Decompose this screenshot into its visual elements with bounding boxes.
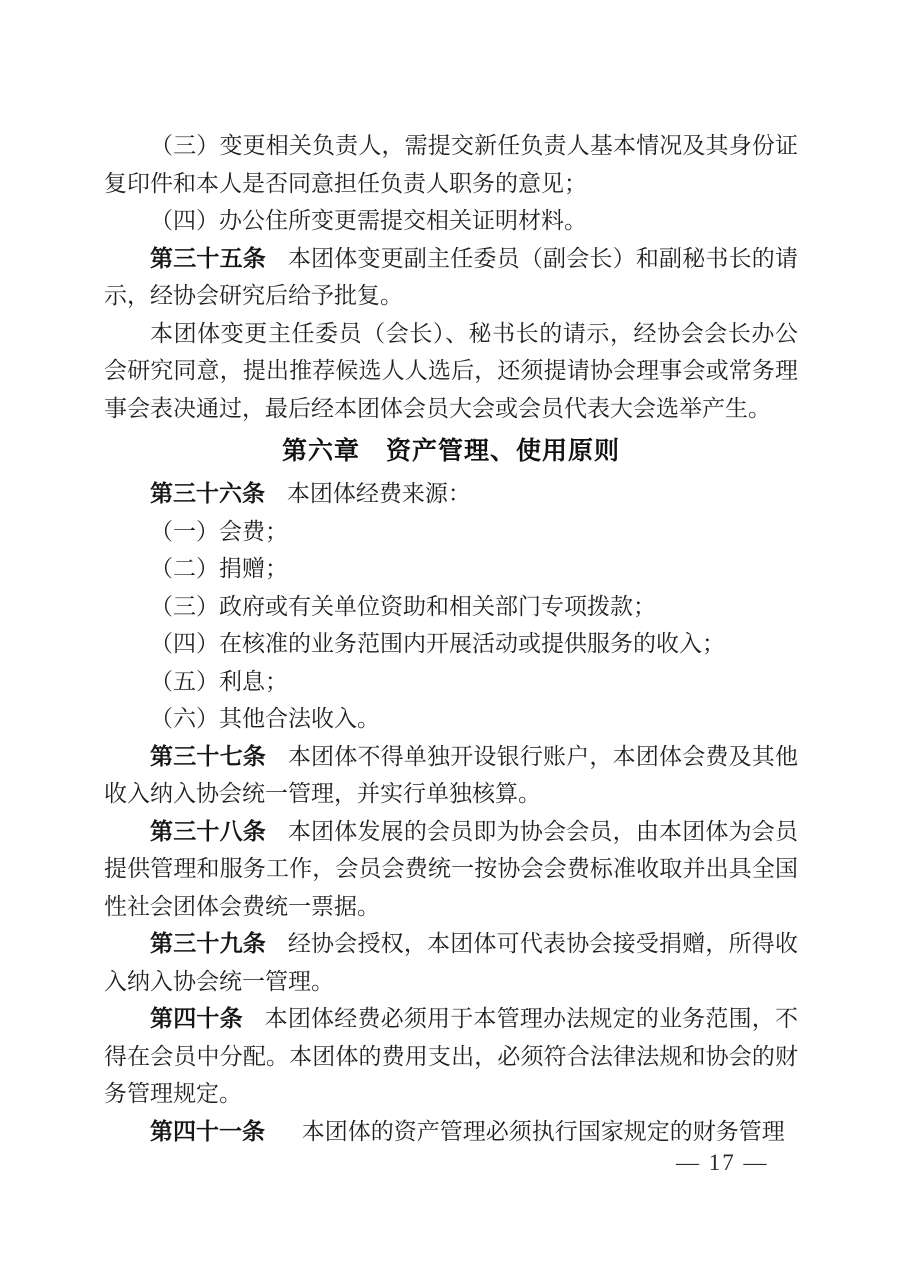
article-number: 第三十八条 xyxy=(150,818,266,844)
paragraph xyxy=(104,700,798,738)
paragraph-text: （六）其他合法收入。 xyxy=(150,706,380,731)
article-number: 第三十六条 xyxy=(150,481,265,506)
paragraph-text: 本团体的资产管理必须执行国家规定的财务管理 xyxy=(301,1118,785,1144)
paragraph xyxy=(104,1113,798,1151)
paragraph-text: （四）在核准的业务范围内开展活动或提供服务的收入； xyxy=(150,631,725,656)
paragraph-text: 本团体经费必须用于本管理办法规定的业务范围，不得在会员中分配。本团体的费用支出，必须符合法律法规和协会的财务管理规定。 xyxy=(104,1006,799,1106)
paragraph-text: （四）办公住所变更需提交相关证明材料。 xyxy=(150,208,587,233)
paragraph xyxy=(104,925,798,1000)
paragraph xyxy=(104,588,798,626)
paragraph xyxy=(104,315,798,428)
article-number: 第三十九条 xyxy=(150,931,266,956)
paragraph-text: 本团体经费来源： xyxy=(286,481,471,506)
article-number: 第三十七条 xyxy=(150,743,266,769)
paragraph xyxy=(104,625,798,663)
paragraph-text: （一）会费； xyxy=(150,518,288,544)
chapter-heading xyxy=(104,431,798,471)
paragraph-text: 本团体不得单独开设银行账户，本团体会费及其他收入纳入协会统一管理，并实行单独核算。 xyxy=(104,743,799,806)
paragraph-text: 本团体变更主任委员（会长）、秘书长的请示，经协会会长办公会研究同意，提出推荐候选人人选后，还须提请协会理事会或常务理事会表决通过，最后经本团体会员大会或会员代表大会选举产生。 xyxy=(104,320,798,421)
paragraph xyxy=(104,202,798,240)
paragraph xyxy=(104,1000,798,1113)
paragraph xyxy=(104,240,798,315)
paragraph-text: （三）政府或有关单位资助和相关部门专项拨款； xyxy=(150,593,656,619)
article-number: 第四十一条 xyxy=(150,1118,265,1144)
paragraph xyxy=(104,738,798,813)
paragraph xyxy=(104,127,798,202)
chapter-heading-text: 第六章 资产管理、使用原则 xyxy=(281,437,620,465)
article-number: 第四十条 xyxy=(150,1006,243,1031)
article-number: 第三十五条 xyxy=(150,245,266,271)
paragraph-text: 本团体发展的会员即为协会会员，由本团体为会员提供管理和服务工作，会员会费统一按协会会费标准收取并出具全国性社会团体会费统一票据。 xyxy=(104,818,799,919)
page-number: — 17 — xyxy=(676,1150,769,1175)
paragraph-text: （三）变更相关负责人，需提交新任负责人基本情况及其身份证复印件和本人是否同意担任负责人职务的意见； xyxy=(104,133,798,196)
paragraph xyxy=(104,813,798,926)
paragraph-text: 本团体变更副主任委员（副会长）和副秘书长的请示，经协会研究后给予批复。 xyxy=(104,245,799,308)
paragraph-text: 经协会授权，本团体可代表协会接受捐赠，所得收入纳入协会统一管理。 xyxy=(104,931,799,994)
paragraph-text: （五）利息； xyxy=(150,668,288,694)
paragraph xyxy=(104,663,798,701)
paragraph-text: （二）捐赠； xyxy=(150,556,288,581)
paragraph xyxy=(104,550,798,588)
paragraph xyxy=(104,513,798,551)
document-body xyxy=(104,127,798,1150)
paragraph xyxy=(104,475,798,513)
